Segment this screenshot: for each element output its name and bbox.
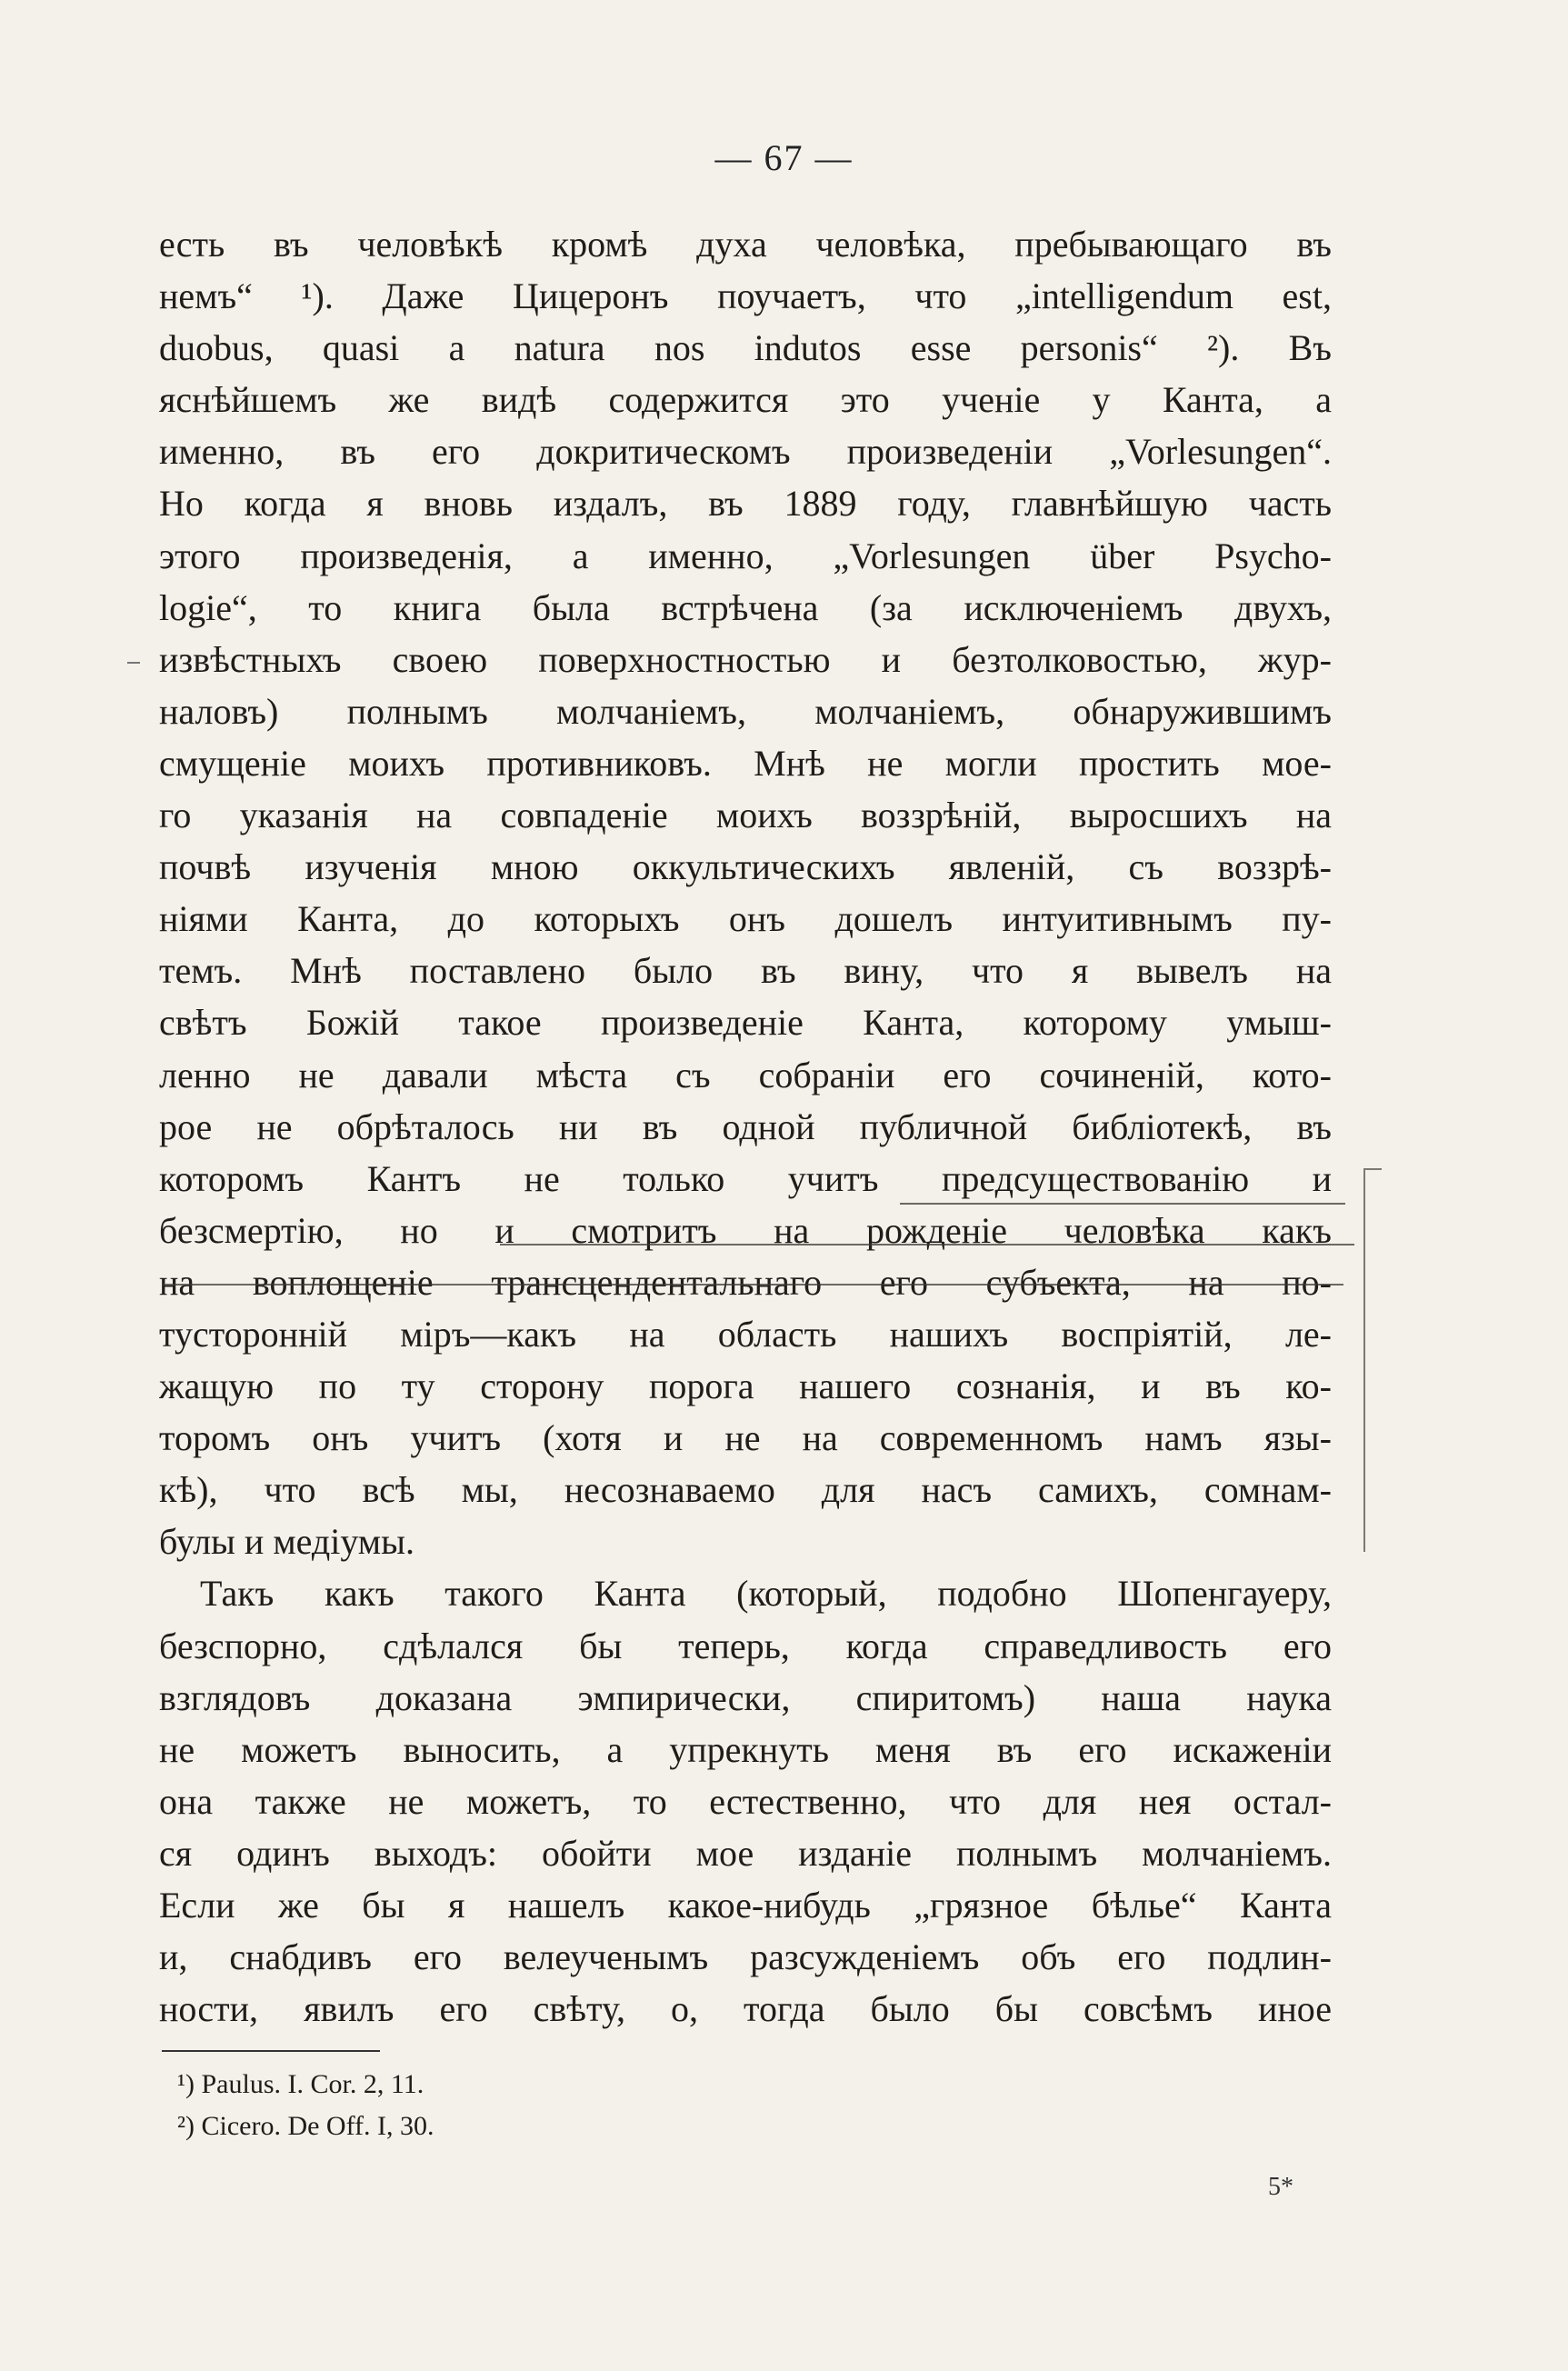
text-line: Но когда я вновь издалъ, въ 1889 году, главнѣйшую часть <box>159 483 1332 525</box>
pencil-underline <box>162 1284 1343 1286</box>
text-line: которомъ Кантъ не только учитъ предсуществованію и <box>159 1157 1332 1199</box>
text-line: взглядовъ доказана эмпирически, спиритомъ) наша наука <box>159 1676 1332 1718</box>
text-line: наловъ) полнымъ молчаніемъ, молчаніемъ, обнаружившимъ <box>159 690 1332 732</box>
text-line: и, снабдивъ его велеученымъ разсужденіемъ объ его подлин- <box>159 1936 1332 1978</box>
margin-dash <box>127 662 140 664</box>
text-line: Такъ какъ такого Канта (который, подобно Шопенгауеру, <box>200 1573 1332 1615</box>
text-line: logie“, то книга была встрѣчена (за исключеніемъ двухъ, <box>159 586 1332 628</box>
text-line: свѣтъ Божій такое произведеніе Канта, которому умыш- <box>159 1002 1332 1044</box>
text-line: торомъ онъ учитъ (хотя и не на современномъ намъ язы- <box>159 1417 1332 1459</box>
footnote: ²) Cicero. De Off. I, 30. <box>177 2111 434 2141</box>
text-line: немъ“ ¹). Даже Цицеронъ поучаетъ, что „intelligendum est, <box>159 275 1332 317</box>
page-number: — 67 — <box>714 137 854 178</box>
text-line: есть въ человѣкѣ кромѣ духа человѣка, пребывающаго въ <box>159 224 1332 265</box>
text-line: на воплощеніе трансцендентальнаго его субъекта, на по- <box>159 1261 1332 1303</box>
text-line: кѣ), что всѣ мы, несознаваемо для насъ самихъ, сомнам- <box>159 1469 1332 1511</box>
body-text <box>159 218 1332 2035</box>
text-line: извѣстныхъ своею поверхностностью и безтолковостью, жур- <box>159 638 1332 680</box>
margin-bracket <box>1363 1168 1382 1552</box>
pencil-underline <box>900 1203 1345 1205</box>
text-line: смущеніе моихъ противниковъ. Мнѣ не могли простить мое- <box>159 742 1332 784</box>
text-line: жащую по ту сторону порога нашего сознанія, и въ ко- <box>159 1366 1332 1407</box>
text-line: Если же бы я нашелъ какое-нибудь „грязное бѣлье“ Канта <box>159 1885 1332 1926</box>
text-line: этого произведенія, а именно, „Vorlesungen über Psycho- <box>159 535 1332 576</box>
footnotes <box>177 2064 904 2147</box>
footnote-rule <box>162 2050 380 2052</box>
text-line: го указанія на совпаденіе моихъ воззрѣній, выросшихъ на <box>159 795 1332 836</box>
text-line: ленно не давали мѣста съ собраніи его сочиненій, кото- <box>159 1054 1332 1095</box>
text-line: почвѣ изученія мною оккультическихъ явленій, съ воззрѣ- <box>159 846 1332 888</box>
text-line: безсмертію, но и смотритъ на рожденіе человѣка какъ <box>159 1209 1332 1251</box>
text-line: она также не можетъ, то естественно, что для нея остал- <box>159 1780 1332 1822</box>
text-line: рое не обрѣталось ни въ одной публичной библіотекѣ, въ <box>159 1105 1332 1147</box>
text-line: тусторонній міръ—какъ на область нашихъ воспріятій, ле- <box>159 1313 1332 1355</box>
text-line: булы и медіумы. <box>159 1521 414 1563</box>
pencil-underline <box>500 1244 1354 1246</box>
text-line: не можетъ выносить, а упрекнуть меня въ его искаженіи <box>159 1728 1332 1770</box>
text-line: безспорно, сдѣлался бы теперь, когда справедливость его <box>159 1625 1332 1666</box>
footnote: ¹) Paulus. I. Cor. 2, 11. <box>177 2069 424 2099</box>
text-line: duobus, quasi a natura nos indutos esse personis“ ²). Въ <box>159 327 1332 369</box>
text-line: именно, въ его докритическомъ произведеніи „Vorlesungen“. <box>159 431 1332 473</box>
text-line: ніями Канта, до которыхъ онъ дошелъ интуитивнымъ пу- <box>159 898 1332 940</box>
text-line: яснѣйшемъ же видѣ содержится это ученіе у Канта, а <box>159 379 1332 421</box>
text-line: ности, явилъ его свѣту, о, тогда было бы совсѣмъ иное <box>159 1988 1332 2030</box>
text-line: ся одинъ выходъ: обойти мое изданіе полнымъ молчаніемъ. <box>159 1832 1332 1874</box>
text-line: темъ. Мнѣ поставлено было въ вину, что я вывелъ на <box>159 950 1332 992</box>
signature-mark: 5* <box>1268 2173 1293 2201</box>
